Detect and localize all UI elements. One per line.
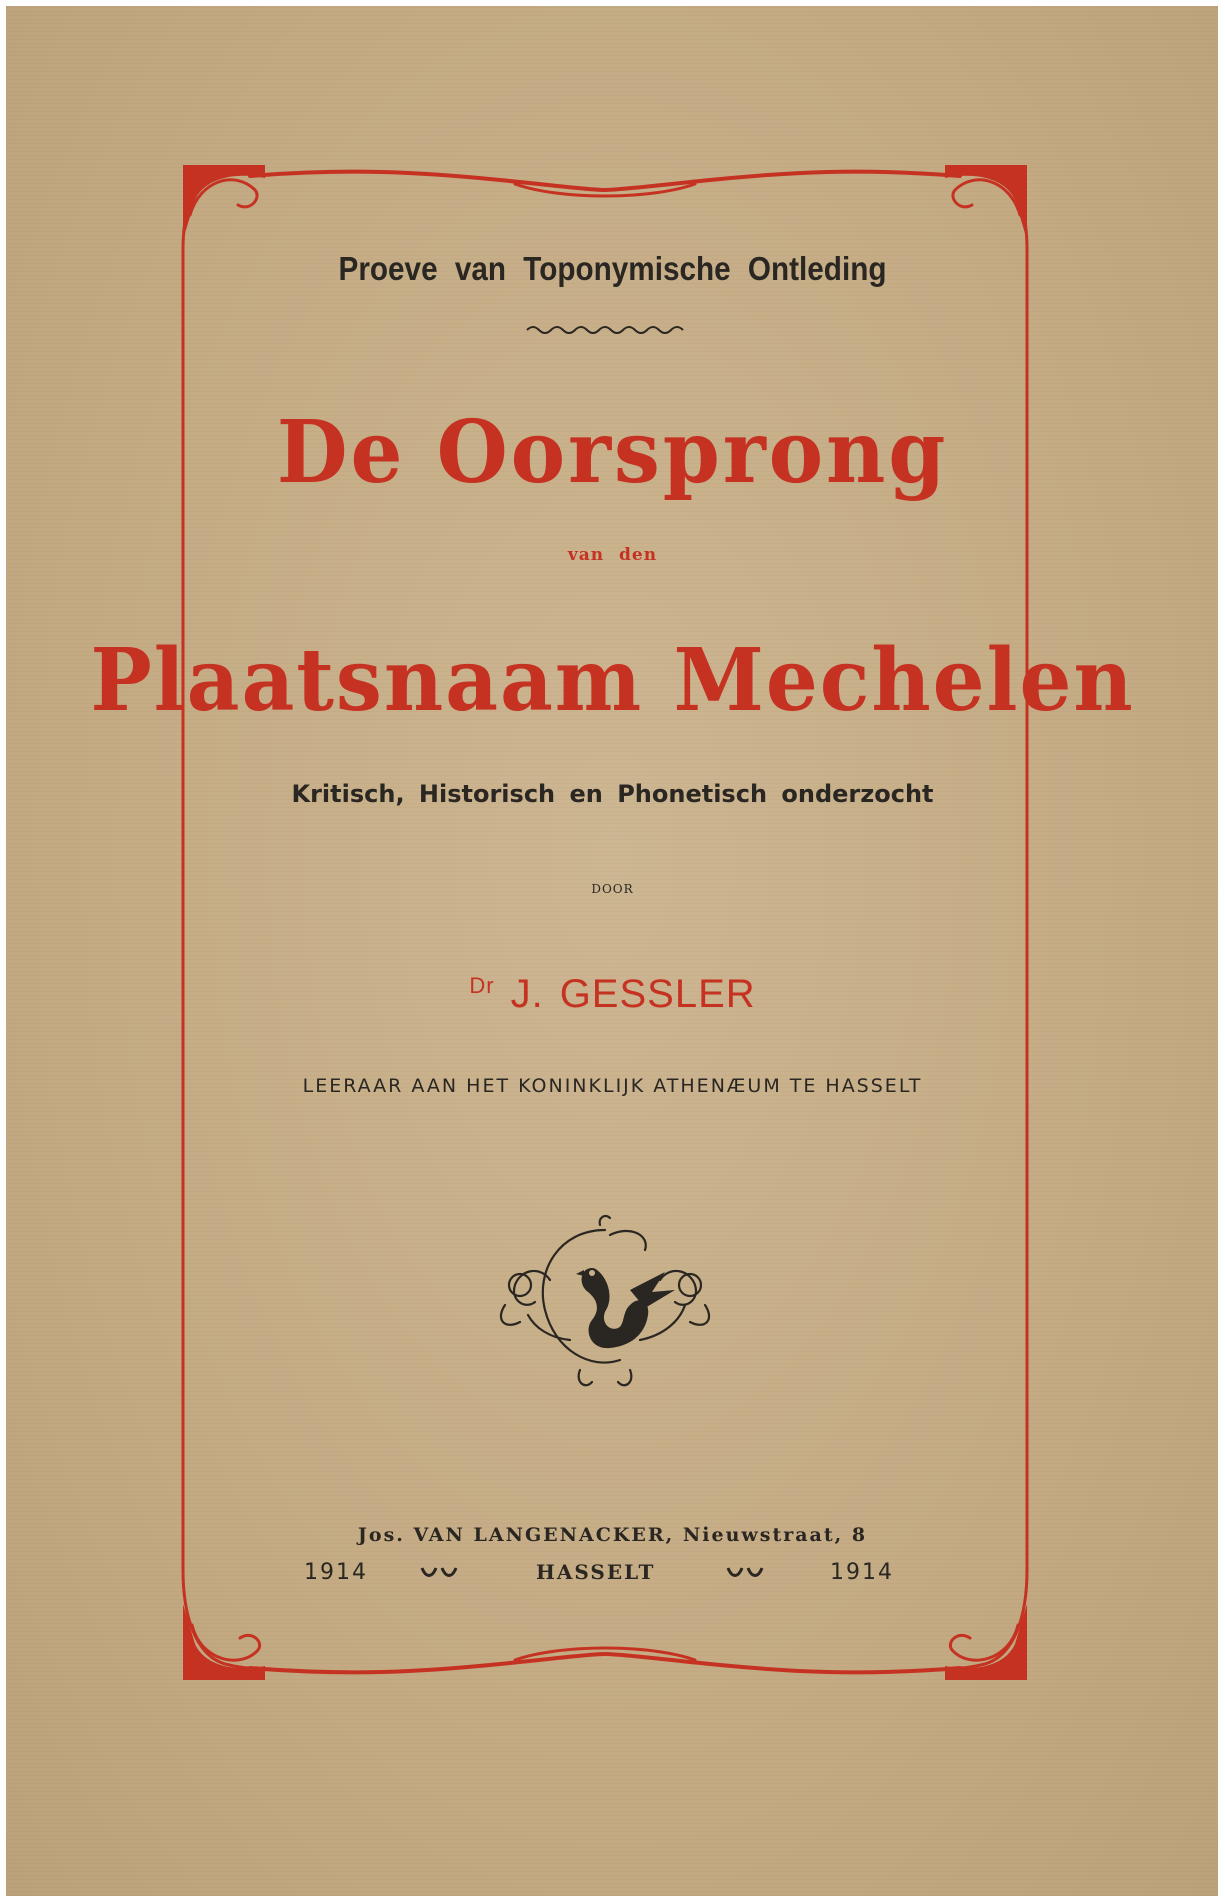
- by-label: DOOR: [591, 882, 634, 896]
- title-connector: van den: [567, 545, 658, 565]
- publication-city: HASSELT: [536, 1560, 656, 1584]
- author-name: [0, 972, 1225, 1017]
- author-title: Dr: [469, 973, 495, 998]
- author-initial: J.: [510, 972, 544, 1016]
- publisher-address: Jos. VAN LANGENACKER, Nieuwstraat, 8: [357, 1524, 868, 1546]
- wavy-line-icon: [527, 327, 683, 333]
- main-title-line2: Plaatsnaam Mechelen: [90, 630, 1135, 731]
- leaf-ornament-icon: [420, 1562, 460, 1587]
- year-right: 1914: [830, 1560, 894, 1585]
- subtitle: Kritisch, Historisch en Phonetisch onderzocht: [291, 780, 934, 808]
- main-title-line1: De Oorsprong: [276, 402, 949, 503]
- series-title: Proeve van Toponymische Ontleding: [338, 250, 887, 287]
- year-left: 1914: [304, 1560, 368, 1585]
- author-affiliation: LEERAAR AAN HET KONINKLIJK ATHENÆUM TE HASSELT: [302, 1075, 923, 1097]
- author-surname: GESSLER: [559, 972, 756, 1016]
- imprint-row: [300, 1560, 900, 1592]
- swan-emblem-icon: [480, 1210, 730, 1400]
- leaf-ornament-icon: [726, 1562, 766, 1587]
